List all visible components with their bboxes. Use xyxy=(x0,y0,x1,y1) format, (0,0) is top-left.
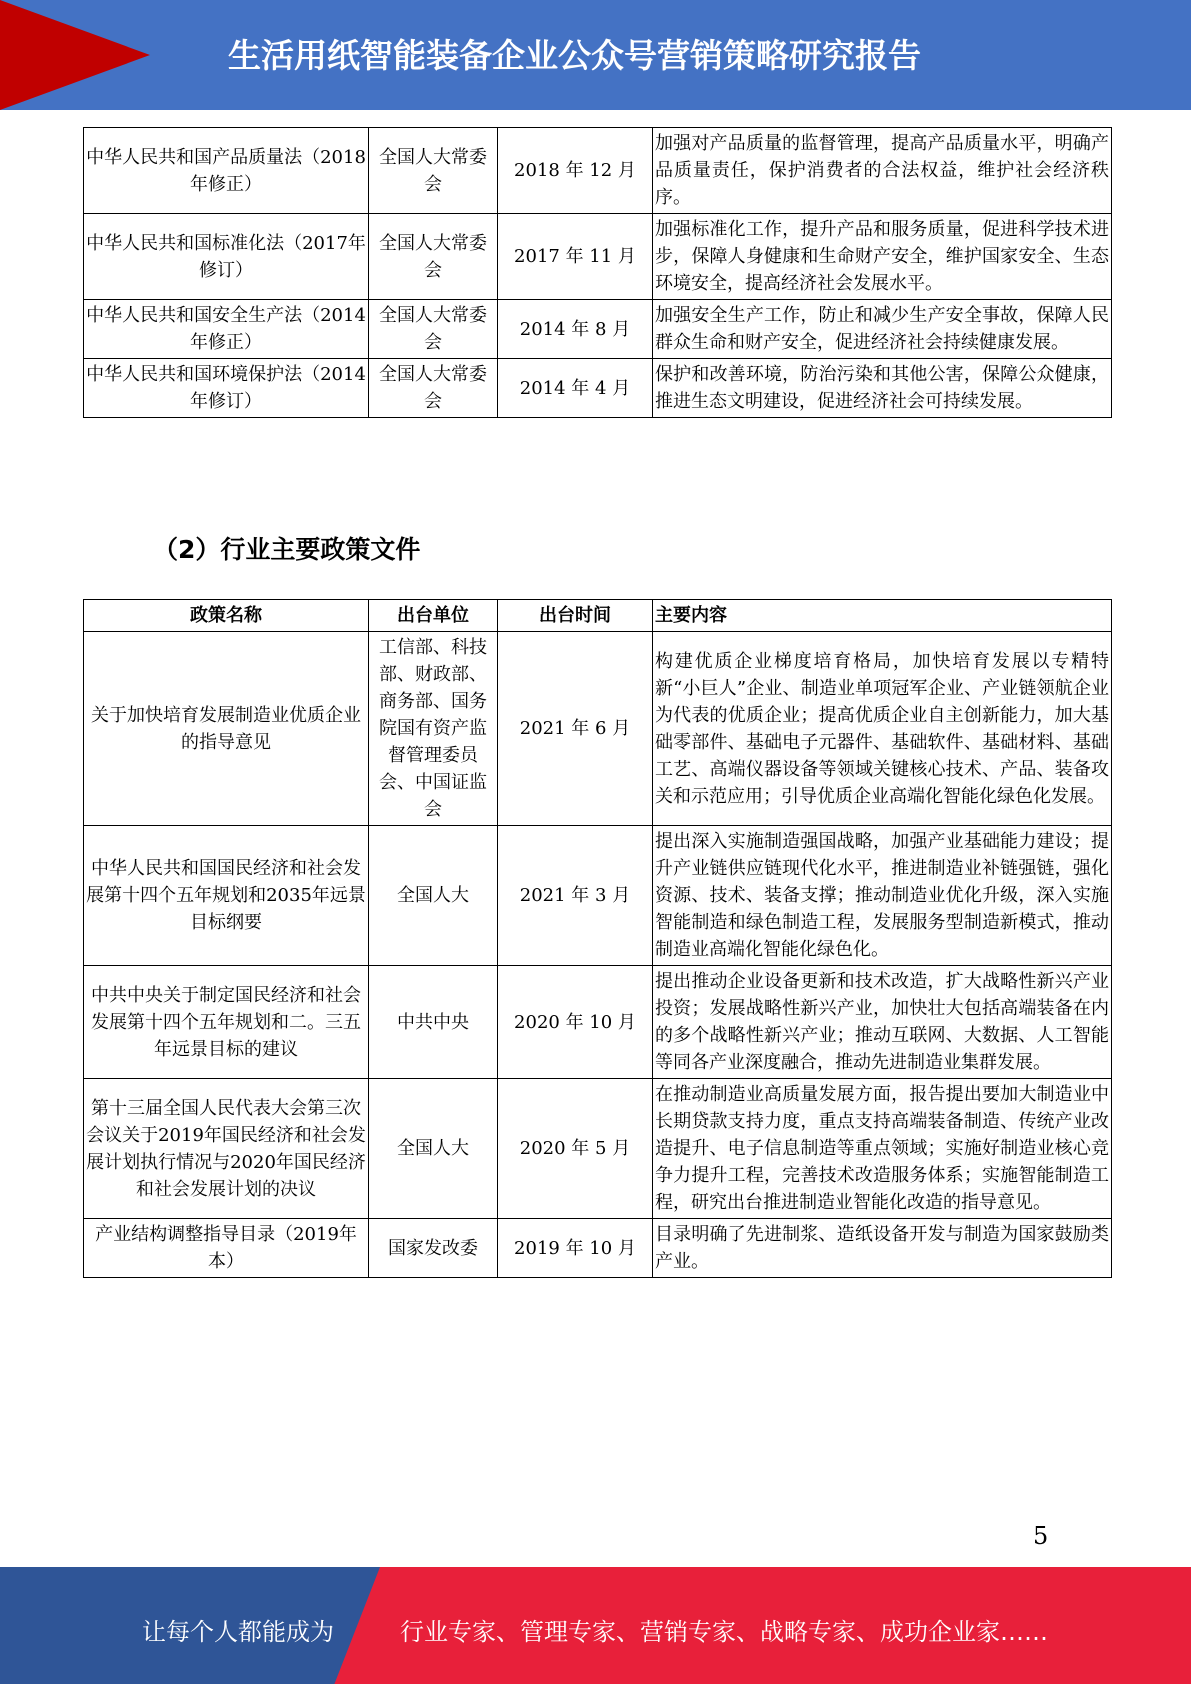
policy-table xyxy=(83,599,1112,1278)
table-cell: 中华人民共和国产品质量法（2018年修正） xyxy=(84,128,369,214)
table-cell: 2021 年 3 月 xyxy=(498,826,653,966)
table-cell: 加强安全生产工作，防止和减少生产安全事故，保障人民群众生命和财产安全，促进经济社会持续健康发展。 xyxy=(653,300,1112,359)
page-title: 生活用纸智能装备企业公众号营销策略研究报告 xyxy=(228,36,921,75)
table-row xyxy=(84,966,1112,1079)
table-cell: 目录明确了先进制浆、造纸设备开发与制造为国家鼓励类产业。 xyxy=(653,1219,1112,1278)
table-cell: 保护和改善环境，防治污染和其他公害，保障公众健康，推进生态文明建设，促进经济社会可持续发展。 xyxy=(653,359,1112,418)
page-number: 5 xyxy=(1033,1522,1049,1550)
footer-bar xyxy=(0,1567,1191,1684)
table-row xyxy=(84,826,1112,966)
table-cell: 出台单位 xyxy=(369,600,498,632)
table-cell: 全国人大常委会 xyxy=(369,359,498,418)
footer-slogan-left: 让每个人都能成为 xyxy=(142,1618,334,1646)
table-cell: 中华人民共和国标准化法（2017年修订） xyxy=(84,214,369,300)
table-cell: 全国人大常委会 xyxy=(369,300,498,359)
law-table xyxy=(83,127,1112,418)
table-cell: 2017 年 11 月 xyxy=(498,214,653,300)
table-cell: 中共中央 xyxy=(369,966,498,1079)
table-row xyxy=(84,1079,1112,1219)
red-arrow-icon xyxy=(0,0,150,110)
table-cell: 2019 年 10 月 xyxy=(498,1219,653,1278)
table-row xyxy=(84,600,1112,632)
table-cell: 加强对产品质量的监督管理，提高产品质量水平，明确产品质量责任，保护消费者的合法权益，维护社会经济秩序。 xyxy=(653,128,1112,214)
table-row xyxy=(84,300,1112,359)
section-heading: （2）行业主要政策文件 xyxy=(153,535,421,564)
table-cell: 第十三届全国人民代表大会第三次会议关于2019年国民经济和社会发展计划执行情况与2020年国民经济和社会发展计划的决议 xyxy=(84,1079,369,1219)
table-row xyxy=(84,359,1112,418)
table-cell: 加强标准化工作，提升产品和服务质量，促进科学技术进步，保障人身健康和生命财产安全，维护国家安全、生态环境安全，提高经济社会发展水平。 xyxy=(653,214,1112,300)
table-cell: 提出推动企业设备更新和技术改造，扩大战略性新兴产业投资；发展战略性新兴产业，加快壮大包括高端装备在内的多个战略性新兴产业；推动互联网、大数据、人工智能等同各产业深度融合，推动先进制造业集群发展。 xyxy=(653,966,1112,1079)
header-bar xyxy=(0,0,1191,110)
table-cell: 主要内容 xyxy=(653,600,1112,632)
table-cell: 工信部、科技部、财政部、商务部、国务院国有资产监督管理委员会、中国证监会 xyxy=(369,632,498,826)
table-cell: 全国人大常委会 xyxy=(369,128,498,214)
table-cell: 全国人大 xyxy=(369,1079,498,1219)
table-cell: 产业结构调整指导目录（2019年本） xyxy=(84,1219,369,1278)
table-row xyxy=(84,128,1112,214)
table-cell: 2020 年 5 月 xyxy=(498,1079,653,1219)
table-cell: 全国人大 xyxy=(369,826,498,966)
table-cell: 在推动制造业高质量发展方面，报告提出要加大制造业中长期贷款支持力度，重点支持高端装备制造、传统产业改造提升、电子信息制造等重点领域；实施好制造业核心竞争力提升工程，完善技术改造服务体系；实施智能制造工程，研究出台推进制造业智能化改造的指导意见。 xyxy=(653,1079,1112,1219)
table-cell: 2020 年 10 月 xyxy=(498,966,653,1079)
table-cell: 2014 年 4 月 xyxy=(498,359,653,418)
table-cell: 2018 年 12 月 xyxy=(498,128,653,214)
table-cell: 构建优质企业梯度培育格局，加快培育发展以专精特新“小巨人”企业、制造业单项冠军企业、产业链领航企业为代表的优质企业；提高优质企业自主创新能力，加大基础零部件、基础电子元器件、基础软件、基础材料、基础工艺、高端仪器设备等领域关键核心技术、产品、装备攻关和示范应用；引导优质企业高端化智能化绿色化发展。 xyxy=(653,632,1112,826)
table-cell: 2014 年 8 月 xyxy=(498,300,653,359)
table-cell: 关于加快培育发展制造业优质企业的指导意见 xyxy=(84,632,369,826)
table-cell: 国家发改委 xyxy=(369,1219,498,1278)
table-row xyxy=(84,632,1112,826)
table-cell: 出台时间 xyxy=(498,600,653,632)
table-cell: 中共中央关于制定国民经济和社会发展第十四个五年规划和二。三五年远景目标的建议 xyxy=(84,966,369,1079)
table-row xyxy=(84,1219,1112,1278)
table-cell: 提出深入实施制造强国战略，加强产业基础能力建设；提升产业链供应链现代化水平，推进制造业补链强链，强化资源、技术、装备支撑；推动制造业优化升级，深入实施智能制造和绿色制造工程，发展服务型制造新模式，推动制造业高端化智能化绿色化。 xyxy=(653,826,1112,966)
table-cell: 全国人大常委会 xyxy=(369,214,498,300)
footer-slogan-right: 行业专家、管理专家、营销专家、战略专家、成功企业家…… xyxy=(400,1618,1048,1646)
table-cell: 政策名称 xyxy=(84,600,369,632)
table-cell: 中华人民共和国安全生产法（2014年修正） xyxy=(84,300,369,359)
table-cell: 中华人民共和国环境保护法（2014年修订） xyxy=(84,359,369,418)
table-row xyxy=(84,214,1112,300)
table-cell: 中华人民共和国国民经济和社会发展第十四个五年规划和2035年远景目标纲要 xyxy=(84,826,369,966)
table-cell: 2021 年 6 月 xyxy=(498,632,653,826)
